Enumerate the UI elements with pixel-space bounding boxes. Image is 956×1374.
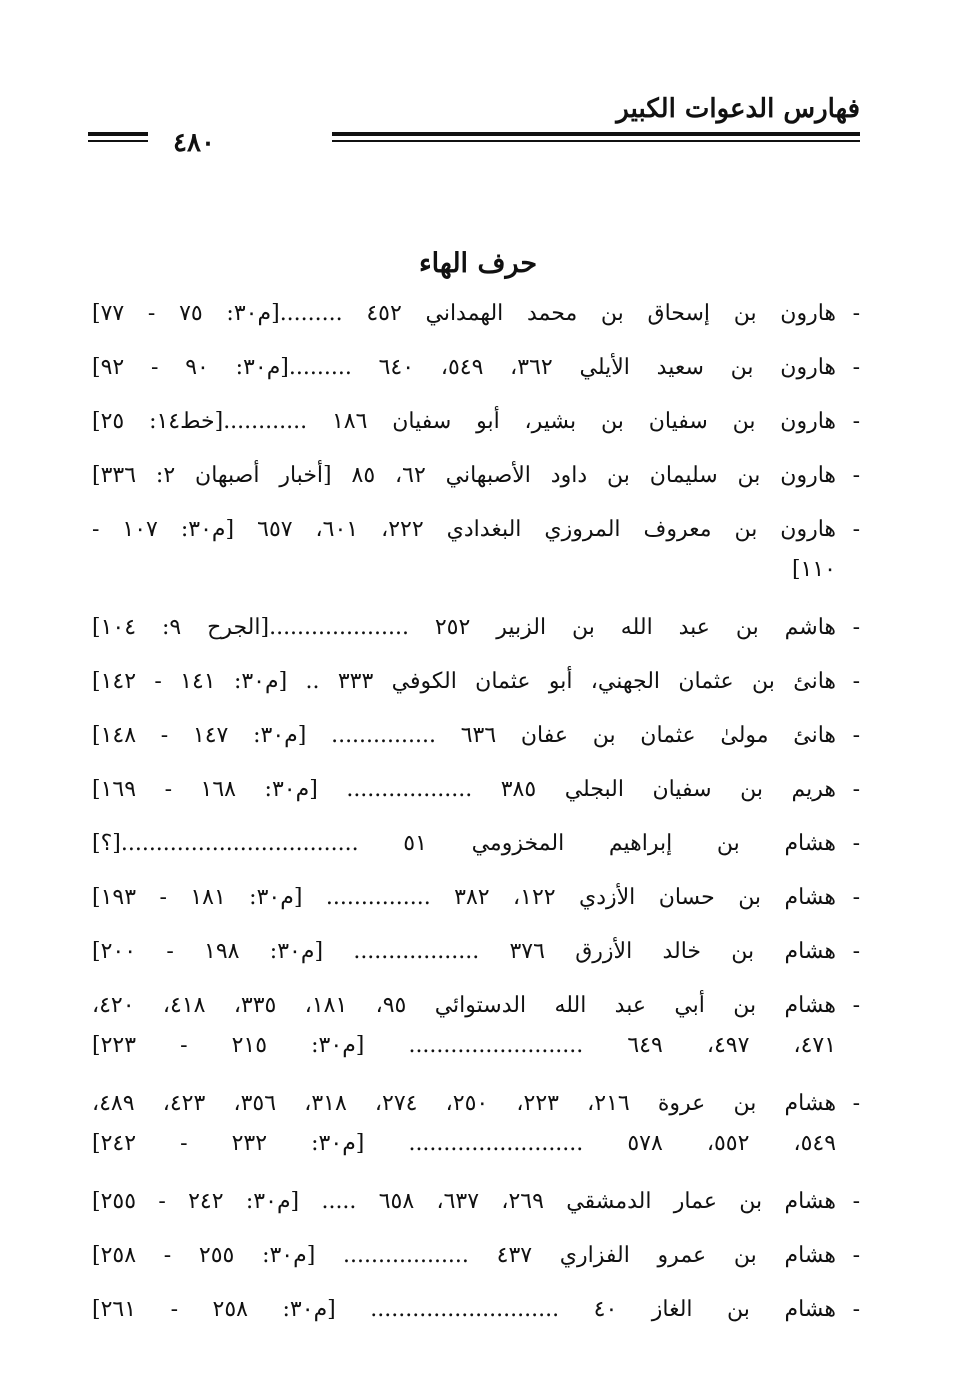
entry-dash: -: [852, 409, 860, 434]
entry-dash: -: [852, 1297, 860, 1322]
entry-line: هشام بن عمار الدمشقي ٢٦٩، ٦٣٧، ٦٥٨ ..... [م٣٠: ٢٤٢ - ٢٥٥]: [92, 1189, 837, 1214]
page-header: [88, 88, 860, 158]
index-entry: [92, 348, 860, 388]
entry-line: هارون بن معروف المروزي البغدادي ٢٢٢، ٦٠١، ٦٥٧ [م٣٠: ١٠٧ -: [92, 517, 837, 542]
entry-dash: -: [852, 1091, 860, 1116]
running-title: فهارس الدعوات الكبير: [616, 94, 860, 124]
entry-dash: -: [852, 669, 860, 694]
entry-continuation-line: ١١٠]: [791, 557, 836, 582]
entry-dash: -: [852, 615, 860, 640]
index-entries: [92, 294, 860, 1344]
entry-line: هانئ بن عثمان الجهني، أبو عثمان الكوفي ٣٣٣ .. [م٣٠: ١٤١ - ١٤٢]: [92, 669, 836, 694]
entry-line: هشام بن عروة ٢١٦، ٢٢٣، ٢٥٠، ٢٧٤، ٣١٨، ٣٥٦، ٤٢٣، ٤٨٩،: [92, 1091, 837, 1116]
section-heading: حرف الهاء: [418, 248, 538, 279]
entry-line: هشام بن أبي عبد الله الدستوائي ٩٥، ١٨١، ٣٣٥، ٤١٨، ٤٢٠،: [92, 993, 837, 1018]
entry-line: هريم بن سفيان البجلي ٣٨٥ .................. [م٣٠: ١٦٨ - ١٦٩]: [92, 777, 837, 802]
index-entry: [92, 456, 860, 496]
index-entry: [92, 824, 860, 864]
entry-continuation-line: ٤٧١، ٤٩٧، ٦٤٩ ......................... [م٣٠: ٢١٥ - ٢٢٣]: [92, 1033, 837, 1058]
entry-line: هانئ مولىٰ عثمان بن عفان ٦٣٦ ............... [م٣٠: ١٤٧ - ١٤٨]: [92, 723, 837, 748]
entry-dash: -: [852, 885, 860, 910]
index-entry: [92, 1084, 860, 1164]
index-entry: [92, 294, 860, 334]
index-entry: [92, 608, 860, 648]
index-entry: [92, 986, 860, 1066]
entry-line: هارون بن سليمان بن داود الأصبهاني ٦٢، ٨٥ [أخبار أصبهان ٢: ٣٣٦]: [92, 463, 837, 488]
entry-continuation-line: ٥٤٩، ٥٥٢، ٥٧٨ ......................... [م٣٠: ٢٣٢ - ٢٤٢]: [92, 1131, 837, 1156]
index-entry: [92, 932, 860, 972]
entry-line: هشام بن عمرو الفزاري ٤٣٧ .................. [م٣٠: ٢٥٥ - ٢٥٨]: [92, 1243, 837, 1268]
entry-dash: -: [852, 1243, 860, 1268]
entry-line: هشام بن خالد الأزرق ٣٧٦ .................. [م٣٠: ١٩٨ - ٢٠٠]: [92, 939, 837, 964]
index-entry: [92, 1236, 860, 1276]
header-rule-right: [332, 132, 860, 142]
entry-line: هشام بن حسان الأزدي ١٢٢، ٣٨٢ ............... [م٣٠: ١٨١ - ١٩٣]: [92, 885, 837, 910]
entry-line: هارون بن إسحاق بن محمد الهمداني ٤٥٢ .........[م٣٠: ٧٥ - ٧٧]: [92, 301, 837, 326]
entry-line: هاشم بن عبد الله بن الزبير ٢٥٢ ....................[الجرح ٩: ١٠٤]: [92, 615, 837, 640]
entry-dash: -: [852, 301, 860, 326]
entry-dash: -: [852, 1189, 860, 1214]
entry-line: هارون بن سعيد الأيلي ٣٦٢، ٥٤٩، ٦٤٠ .........[م٣٠: ٩٠ - ٩٢]: [92, 355, 837, 380]
entry-dash: -: [852, 939, 860, 964]
entry-dash: -: [852, 993, 860, 1018]
index-entry: [92, 662, 860, 702]
index-entry: [92, 716, 860, 756]
entry-dash: -: [852, 463, 860, 488]
index-entry: [92, 510, 860, 590]
index-entry: [92, 402, 860, 442]
entry-dash: -: [852, 355, 860, 380]
index-entry: [92, 878, 860, 918]
header-rule-left: [88, 132, 148, 142]
entry-dash: -: [852, 517, 860, 542]
entry-dash: -: [852, 831, 860, 856]
entry-line: هشام بن إبراهيم المخزومي ٥١ ..................................[؟]: [92, 831, 836, 856]
entry-dash: -: [852, 723, 860, 748]
entry-line: هشام بن الغاز ٤٠ ........................... [م٣٠: ٢٥٨ - ٢٦١]: [92, 1297, 836, 1322]
index-entry: [92, 770, 860, 810]
index-entry: [92, 1182, 860, 1222]
page-number: ٤٨٠: [173, 128, 215, 158]
index-entry: [92, 1290, 860, 1330]
entry-line: هارون بن سفيان بن بشير، أبو سفيان ١٨٦ ............[خط١٤: ٢٥]: [92, 409, 837, 434]
entry-dash: -: [852, 777, 860, 802]
